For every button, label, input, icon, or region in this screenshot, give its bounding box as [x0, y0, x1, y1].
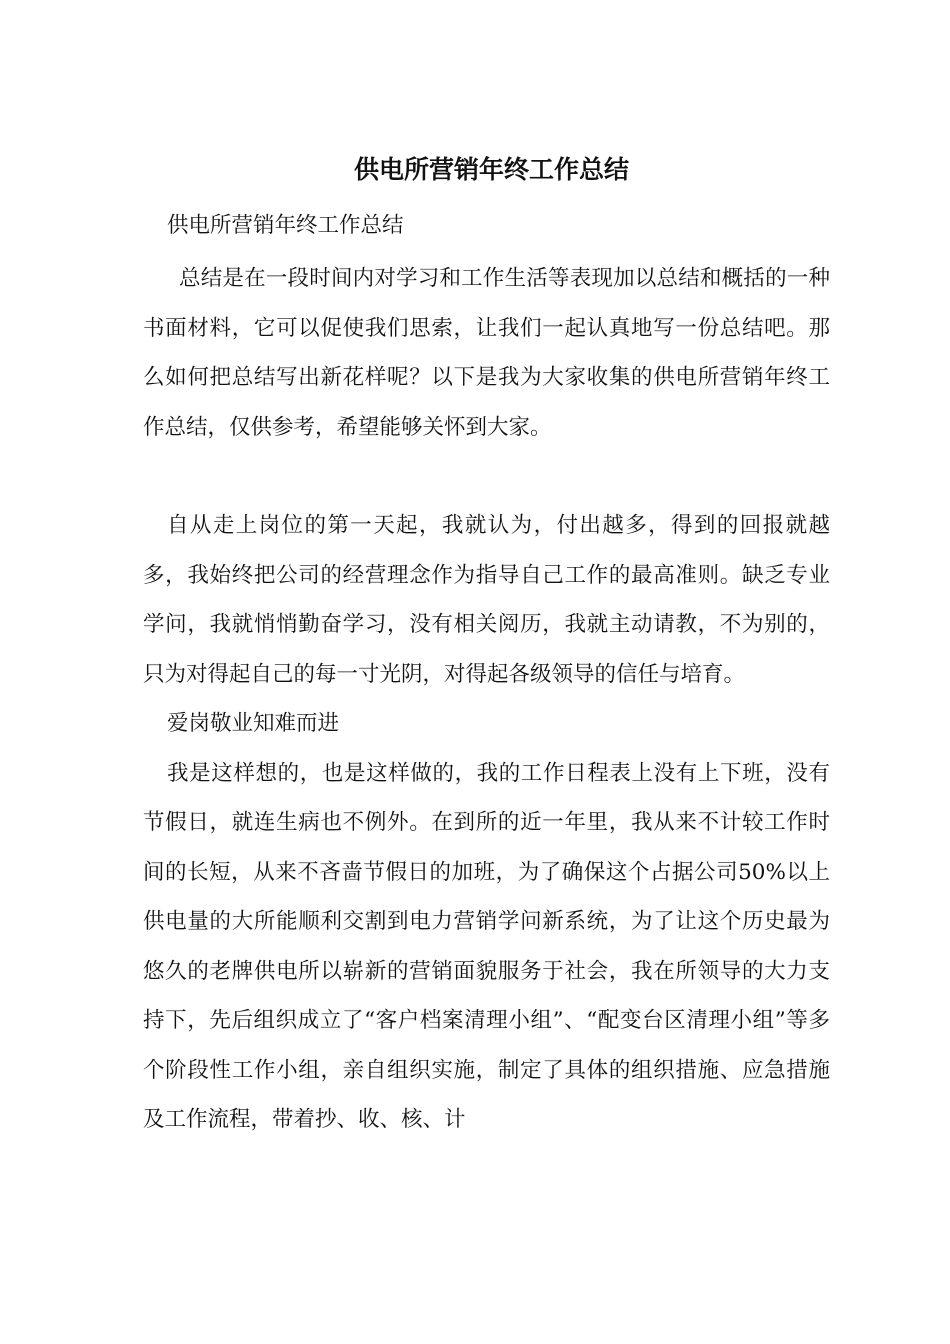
- paragraph-gap: [143, 452, 830, 501]
- intro-paragraph: 总结是在一段时间内对学习和工作生活等表现加以总结和概括的一种书面材料，它可以促使我们思索，让我们一起认真地写一份总结吧。那么如何把总结写出新花样呢？以下是我为大家收集的供电所营销年终工作总结，仅供参考，希望能够关怀到大家。: [143, 266, 830, 440]
- document-subtitle: 供电所营销年终工作总结: [167, 213, 404, 238]
- body-paragraph: 自从走上岗位的第一天起，我就认为，付出越多，得到的回报就越多，我始终把公司的经营理念作为指导自己工作的最高准则。缺乏专业学问，我就悄悄勤奋学习，没有相关阅历，我就主动请教，不为别的，只为对得起自己的每一寸光阴，对得起各级领导的信任与培育。: [143, 513, 830, 687]
- document-title: 供电所营销年终工作总结: [353, 155, 629, 184]
- section-heading: 爱岗敬业知难而进: [167, 711, 340, 736]
- body-paragraph: 我是这样想的，也是这样做的，我的工作日程表上没有上下班，没有节假日，就连生病也不例外。在到所的近一年里，我从来不计较工作时间的长短，从来不吝啬节假日的加班，为了确保这个占据公司50%以上供电量的大所能顺利交割到电力营销学问新系统，为了让这个历史最为悠久的老牌供电所以崭新的营销面貌服务于社会，我在所领导的大力支持下，先后组织成立了“客户档案清理小组”、“配变台区清理小组”等多个阶段性工作小组，亲自组织实施，制定了具体的组织措施、应急措施及工作流程，带着抄、收、核、计: [143, 760, 830, 1132]
